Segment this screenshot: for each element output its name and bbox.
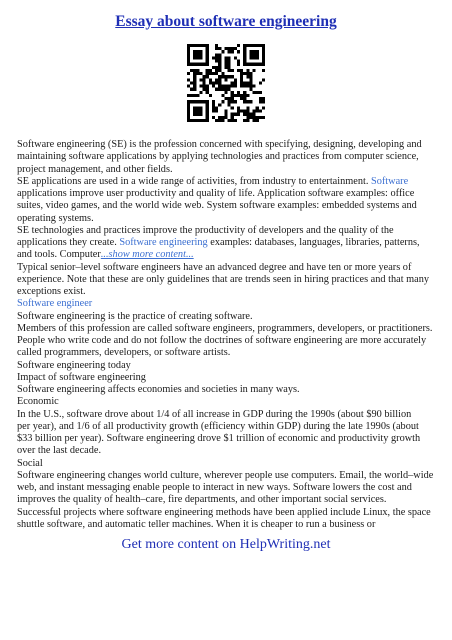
text-line: [17, 151, 442, 163]
body-text: shuttle software, and automatic teller machines. When it is cheaper to run a business or: [17, 518, 376, 530]
body-text: Software engineering changes world culture, wherever people use computers. Email, the world–wide: [17, 469, 434, 481]
body-text: experience. Note that these are only guidelines that are trends seen in hiring practices and that many: [17, 273, 430, 285]
body-text: applications improve user productivity and quality of life. Application software examples: office: [17, 188, 415, 199]
text-line: [17, 409, 442, 421]
inline-link[interactable]: Software: [371, 175, 409, 187]
body-text: Software engineering affects economies and societies in many ways.: [17, 384, 300, 395]
text-line: [17, 225, 442, 237]
text-line: [17, 421, 442, 433]
body-text: operating systems.: [17, 212, 94, 224]
body-text: Software engineering (SE) is the profession concerned with specifying, designing, developing and: [17, 139, 422, 150]
text-line: [17, 470, 442, 482]
body-text: over the last decade.: [17, 445, 102, 457]
text-line: [17, 372, 442, 384]
body-text: Social: [17, 457, 43, 469]
body-text: People who write code and do not follow the doctrines of software engineering are more accurately: [17, 335, 427, 346]
text-line: [17, 360, 442, 372]
body-text: Members of this profession are called software engineers, programmers, developers, or practitioners.: [17, 322, 433, 334]
text-line: [17, 237, 442, 249]
show-more-link[interactable]: ...show more content...: [100, 249, 194, 261]
qr-code: [187, 44, 265, 122]
text-line: [17, 445, 442, 457]
body-text: project management, and other fields.: [17, 163, 173, 175]
text-line: [17, 311, 442, 323]
text-line: [17, 139, 442, 151]
body-text: maintaining software applications by applying technologies and practices from computer science,: [17, 151, 419, 163]
inline-link[interactable]: Software engineer: [17, 298, 93, 310]
body-text: Software engineering today: [17, 359, 131, 371]
text-line: [17, 164, 442, 176]
body-text: SE technologies and practices improve the productivity of developers and the quality of the: [17, 224, 394, 236]
body-text: Typical senior–level software engineers have an advanced degree and have ten or more years of: [17, 261, 412, 273]
body-text: web, and instant messaging enable people to interact in new ways. Software lowers the cost and: [17, 482, 412, 493]
text-line: [17, 213, 442, 225]
text-line: [17, 298, 442, 310]
text-line: [17, 262, 442, 274]
body-text: SE applications are used in a wide range of activities, from industry to entertainment.: [17, 175, 371, 187]
body-text: Successful projects where software engineering methods have been applied include Linux, the space: [17, 506, 431, 518]
body-text: In the U.S., software drove about 1/4 of all increase in GDP during the 1990s (about $90 billion: [17, 408, 412, 420]
text-line: [17, 507, 442, 519]
text-line: [17, 482, 442, 494]
text-line: [17, 458, 442, 470]
text-line: [17, 519, 442, 531]
inline-link[interactable]: Software engineering: [119, 237, 208, 248]
text-line: [17, 274, 442, 286]
body-text: improves the quality of health–care, fire departments, and other important social services.: [17, 494, 387, 506]
text-line: [17, 188, 442, 200]
document-title[interactable]: Essay about software engineering: [115, 13, 337, 30]
essay-body: [17, 139, 442, 531]
text-line: [17, 323, 442, 335]
body-text: examples: databases, languages, libraries, patterns,: [207, 237, 420, 248]
body-text: per year), and 1/6 of all productivity growth (efficiency within GDP) during the late 1990s (about: [17, 420, 419, 432]
body-text: $33 billion per year). Software engineering drove $1 trillion of economic and productivity growth: [17, 433, 421, 444]
text-line: [17, 396, 442, 408]
body-text: exceptions exist.: [17, 286, 86, 297]
text-line: [17, 286, 442, 298]
body-text: Impact of software engineering: [17, 371, 146, 383]
text-line: [17, 335, 442, 347]
body-text: applications they create.: [17, 237, 120, 248]
text-line: [17, 176, 442, 188]
helpwriting-link[interactable]: Get more content on HelpWriting.net: [121, 537, 331, 552]
text-line: [17, 384, 442, 396]
body-text: and tools. Computer: [17, 249, 101, 261]
text-line: [17, 200, 442, 212]
text-line: [17, 433, 442, 445]
body-text: Software engineering is the practice of creating software.: [17, 310, 253, 322]
text-line: [17, 347, 442, 359]
text-line: [17, 249, 442, 261]
body-text: Economic: [17, 396, 59, 408]
text-line: [17, 494, 442, 506]
body-text: called programmers, developers, or software artists.: [17, 347, 231, 359]
body-text: suites, video games, and the world wide web. System software examples: embedded systems and: [17, 200, 417, 212]
